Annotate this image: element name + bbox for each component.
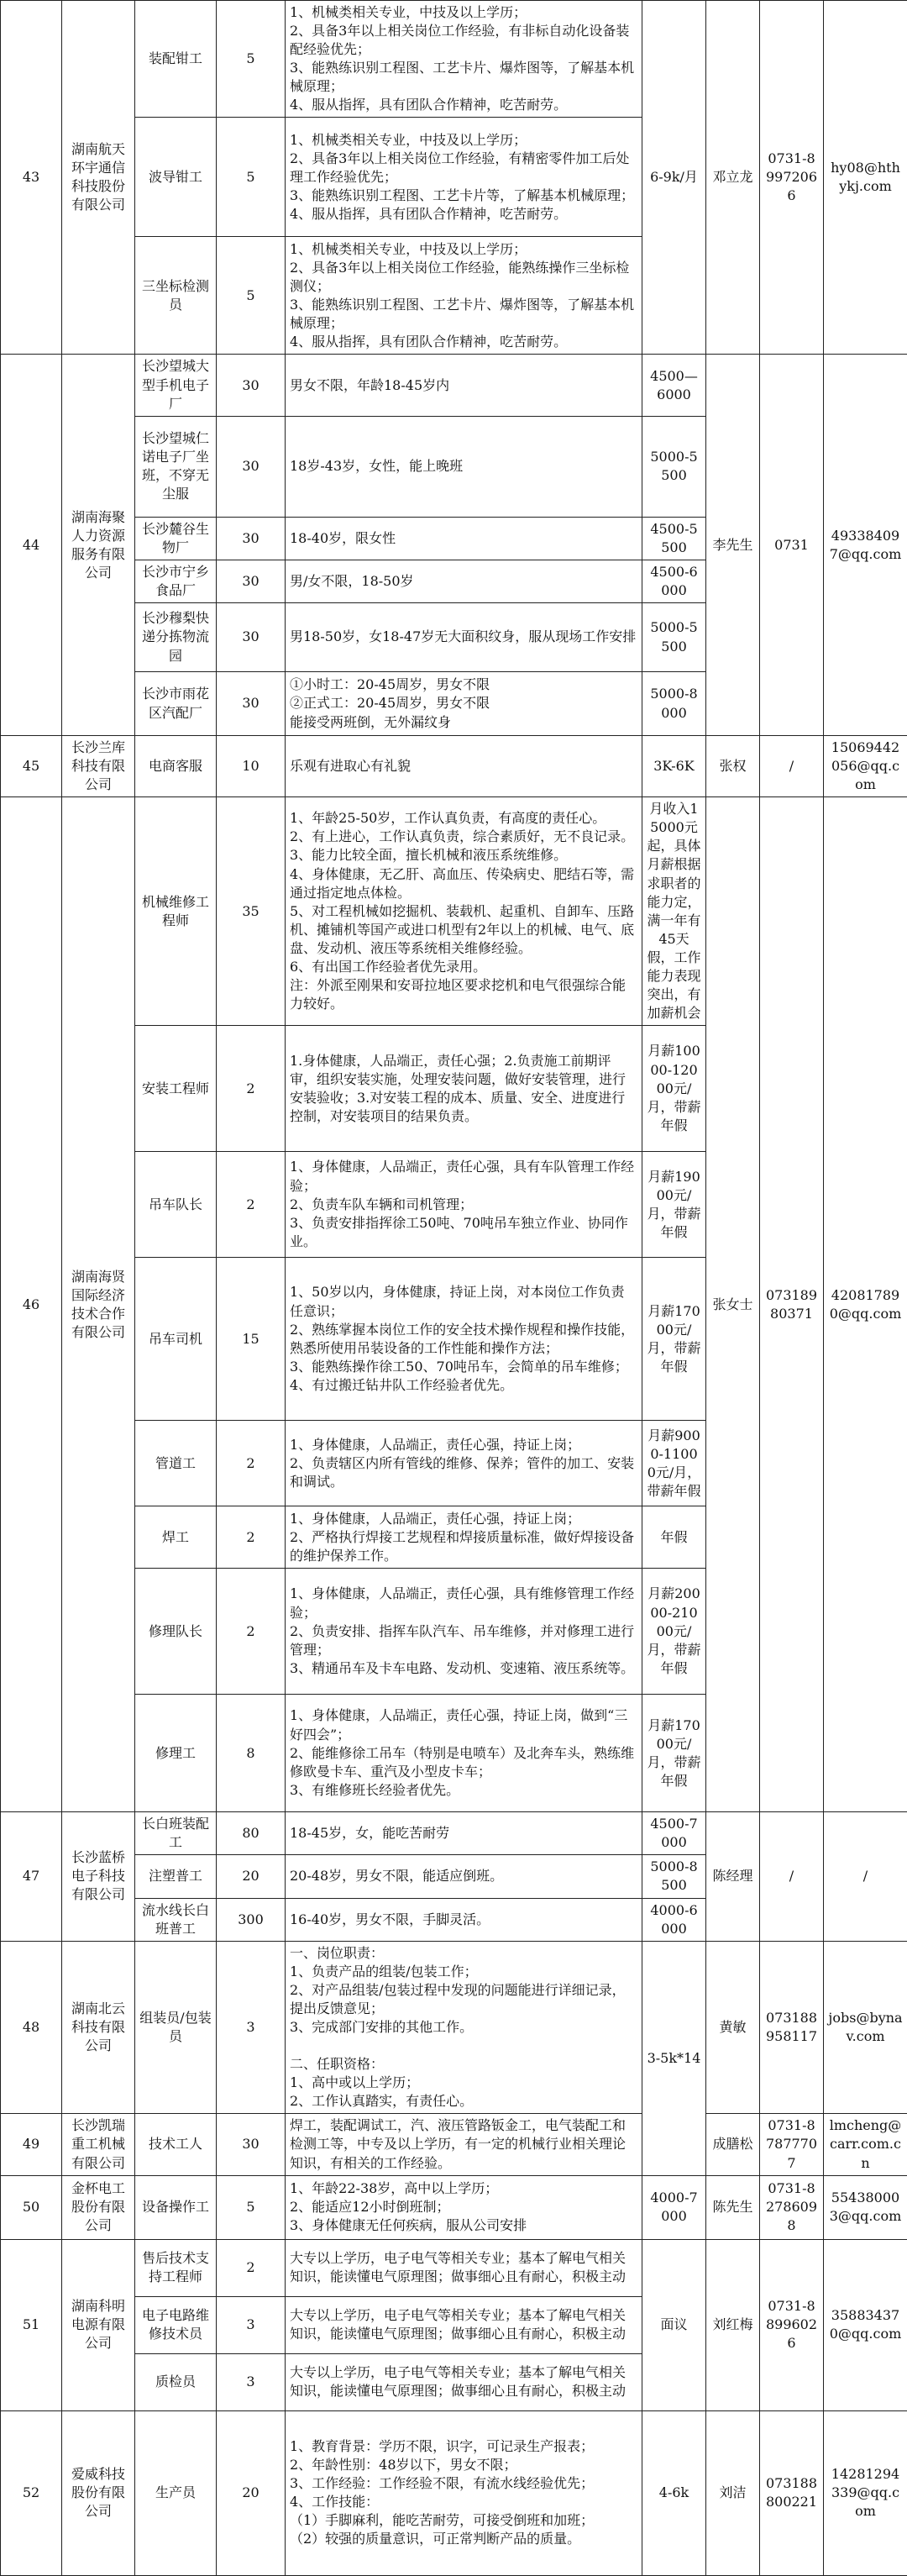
requirement-line: 4、服从指挥，具有团队合作精神，吃苦耐劳。	[290, 205, 637, 223]
requirements	[286, 1855, 642, 1898]
requirement-line: 3、能熟练识别工程图、工艺卡片、爆炸图等，了解基本机械原理；	[290, 59, 637, 96]
headcount: 10	[217, 736, 286, 797]
table-row	[1, 1941, 907, 2114]
requirement-line: 2、熟练掌握本岗位工作的安全技术操作规程和操作技能，熟悉所使用吊装设备的工作性能和操作方法；	[290, 1321, 637, 1358]
contact-person: 陈经理	[706, 1812, 760, 1941]
headcount: 5	[217, 237, 286, 355]
serial-number: 48	[1, 1941, 62, 2114]
salary: 月收入15000元起，具体月薪根据求职者的能力定，满一年有45天假，工作能力表现突出，有加薪机会	[642, 797, 706, 1026]
requirement-line: 3、能熟练识别工程图、工艺卡片等，了解基本机械原理；	[290, 187, 637, 205]
email: hy08@hthykj.com	[824, 1, 907, 355]
requirement-line: 18-45岁，女，能吃苦耐劳	[290, 1824, 637, 1843]
requirement-line: 1、机械类相关专业，中技及以上学历；	[290, 131, 637, 150]
position-name: 吊车队长	[135, 1152, 217, 1258]
position-name: 焊工	[135, 1506, 217, 1569]
position-name: 电商客服	[135, 736, 217, 797]
salary: 5000-5500	[642, 603, 706, 672]
position-name: 管道工	[135, 1421, 217, 1506]
requirement-line: 2、负责车队车辆和司机管理；	[290, 1196, 637, 1214]
headcount: 2	[217, 1026, 286, 1152]
phone: 073188958117	[760, 1941, 824, 2114]
headcount: 2	[217, 1421, 286, 1506]
requirement-line: 2、年龄性别：48岁以下，男女不限；	[290, 2456, 637, 2474]
requirement-line: 3、有维修班长经验者优先。	[290, 1781, 637, 1800]
headcount: 80	[217, 1812, 286, 1855]
contact-person: 张权	[706, 736, 760, 797]
requirements	[286, 672, 642, 736]
requirement-line: （1）手脚麻利，能吃苦耐劳，可接受倒班和加班；	[290, 2511, 637, 2530]
requirement-line: 6、有出国工作经验者优先录用。	[290, 958, 637, 976]
requirements	[286, 1152, 642, 1258]
requirement-line: 3、工作经验：工作经验不限，有流水线经验优先；	[290, 2474, 637, 2493]
salary: 5000-8000	[642, 672, 706, 736]
phone: 0731-89972066	[760, 1, 824, 355]
headcount: 2	[217, 2239, 286, 2296]
requirements	[286, 416, 642, 517]
table-row	[1, 2239, 907, 2296]
position-name: 安装工程师	[135, 1026, 217, 1152]
requirements	[286, 2175, 642, 2239]
salary: 月薪17000元/月，带薪年假	[642, 1695, 706, 1812]
salary: 4000-6000	[642, 1898, 706, 1941]
headcount: 30	[217, 416, 286, 517]
requirement-line: 1、身体健康，人品端正，责任心强，具有维修管理工作经验；	[290, 1585, 637, 1622]
email: 420817890@qq.com	[824, 797, 907, 1812]
requirement-line: 一、岗位职责：	[290, 1944, 637, 1963]
company-name: 金杯电工股份有限公司	[62, 2175, 135, 2239]
requirement-line: 1、身体健康，人品端正，责任心强，持证上岗；	[290, 1436, 637, 1454]
salary: 4000-7000	[642, 2175, 706, 2239]
position-name: 长沙望城仁诺电子厂坐班，不穿无尘服	[135, 416, 217, 517]
table-row	[1, 736, 907, 797]
requirement-line: （2）较强的质量意识，可正常判断产品的质量。	[290, 2530, 637, 2548]
position-name: 电子电路维修技术员	[135, 2296, 217, 2353]
requirements	[286, 1, 642, 118]
requirement-line: 5、对工程机械如挖掘机、装载机、起重机、自卸车、压路机、摊铺机等国产或进口机型有2年以上的机械、电气、底盘、发动机、液压等系统相关维修经验。	[290, 902, 637, 958]
requirement-line: 能接受两班倒，无外漏纹身	[290, 713, 637, 732]
requirements	[286, 1026, 642, 1152]
requirement-line: 4、工作技能：	[290, 2493, 637, 2511]
salary: 面议	[642, 2239, 706, 2410]
requirement-line: 4、有过搬迁钻井队工作经验者优先。	[290, 1376, 637, 1395]
requirements	[286, 797, 642, 1026]
serial-number: 43	[1, 1, 62, 355]
position-name: 长沙市雨花区汽配厂	[135, 672, 217, 736]
requirement-line: ②正式工：20-45周岁，男女不限	[290, 694, 637, 712]
email: lmcheng@carr.com.cn	[824, 2114, 907, 2175]
position-name: 长沙穆梨快递分拣物流园	[135, 603, 217, 672]
company-name: 长沙凯瑞重工机械有限公司	[62, 2114, 135, 2175]
headcount: 2	[217, 1506, 286, 1569]
requirements	[286, 1258, 642, 1421]
position-name: 三坐标检测员	[135, 237, 217, 355]
position-name: 生产员	[135, 2410, 217, 2575]
requirement-line: 2、具备3年以上相关岗位工作经验，有非标自动化设备装配经验优先；	[290, 22, 637, 59]
salary: 月薪19000元/月，带薪年假	[642, 1152, 706, 1258]
headcount: 30	[217, 355, 286, 416]
table-row	[1, 355, 907, 416]
serial-number: 49	[1, 2114, 62, 2175]
contact-person: 黄敏	[706, 1941, 760, 2114]
headcount: 5	[217, 1, 286, 118]
salary: 4500-7000	[642, 1812, 706, 1855]
position-name: 流水线长白班普工	[135, 1898, 217, 1941]
requirement-line: 18岁-43岁，女性，能上晚班	[290, 457, 637, 476]
serial-number: 44	[1, 355, 62, 736]
salary: 5000-5500	[642, 416, 706, 517]
email: 15069442056@qq.com	[824, 736, 907, 797]
company-name: 长沙蓝桥电子科技有限公司	[62, 1812, 135, 1941]
headcount: 5	[217, 2175, 286, 2239]
requirement-line: 3、精通吊车及卡车电路、发动机、变速箱、液压系统等。	[290, 1659, 637, 1678]
requirement-line: 1、身体健康，人品端正，责任心强，持证上岗；	[290, 1510, 637, 1528]
headcount: 30	[217, 672, 286, 736]
headcount: 3	[217, 2296, 286, 2353]
requirement-line: 20-48岁，男女不限，能适应倒班。	[290, 1867, 637, 1885]
requirement-line: 1、机械类相关专业，中技及以上学历；	[290, 3, 637, 22]
serial-number: 50	[1, 2175, 62, 2239]
requirement-line: 1、机械类相关专业，中技及以上学历；	[290, 240, 637, 259]
serial-number: 47	[1, 1812, 62, 1941]
serial-number: 45	[1, 736, 62, 797]
requirement-line: 大专以上学历，电子电气等相关专业；基本了解电气相关知识，能读懂电气原理图；做事细心且有耐心，积极主动	[290, 2306, 637, 2343]
requirement-line: 2、对产品组装/包装过程中发现的问题能进行详细记录，提出反馈意见；	[290, 1981, 637, 2018]
position-name: 长白班装配工	[135, 1812, 217, 1855]
position-name: 注塑普工	[135, 1855, 217, 1898]
company-name: 湖南北云科技有限公司	[62, 1941, 135, 2114]
contact-person: 邓立龙	[706, 1, 760, 355]
company-name: 湖南海贤国际经济技术合作有限公司	[62, 797, 135, 1812]
serial-number: 46	[1, 797, 62, 1812]
table-row	[1, 1812, 907, 1855]
requirement-line: 18-40岁，限女性	[290, 529, 637, 548]
salary: 4500-6000	[642, 560, 706, 602]
requirements	[286, 237, 642, 355]
requirement-line: 1、身体健康，人品端正，责任心强，具有车队管理工作经验；	[290, 1158, 637, 1195]
salary: 4500—6000	[642, 355, 706, 416]
requirement-line: 男/女不限，18-50岁	[290, 572, 637, 591]
company-name: 爱威科技股份有限公司	[62, 2410, 135, 2575]
salary: 月薪17000元/月，带薪年假	[642, 1258, 706, 1421]
phone: 0731-88996026	[760, 2239, 824, 2410]
salary: 月薪9000-11000元/月，带薪年假	[642, 1421, 706, 1506]
requirement-line: 二、任职资格：	[290, 2055, 637, 2074]
requirement-line	[290, 2037, 637, 2055]
requirement-line: 1、高中或以上学历；	[290, 2074, 637, 2092]
requirements	[286, 118, 642, 237]
salary: 4500-5500	[642, 517, 706, 560]
headcount: 3	[217, 1941, 286, 2114]
position-name: 质检员	[135, 2353, 217, 2410]
requirement-line: 大专以上学历，电子电气等相关专业；基本了解电气相关知识，能读懂电气原理图；做事细心且有耐心，积极主动	[290, 2363, 637, 2400]
headcount: 30	[217, 603, 286, 672]
requirement-line: 男女不限，年龄18-45岁内	[290, 376, 637, 395]
requirements	[286, 1569, 642, 1695]
headcount: 300	[217, 1898, 286, 1941]
salary: 年假	[642, 1506, 706, 1569]
phone: 0731	[760, 355, 824, 736]
phone: /	[760, 1812, 824, 1941]
table-row	[1, 797, 907, 1026]
headcount: 8	[217, 1695, 286, 1812]
requirement-line: 2、严格执行焊接工艺规程和焊接质量标准，做好焊接设备的维护保养工作。	[290, 1528, 637, 1565]
table-row	[1, 2410, 907, 2575]
requirement-line: 男18-50岁，女18-47岁无大面积纹身，服从现场工作安排	[290, 628, 637, 646]
requirement-line: 2、负责安排、指挥车队汽车、吊车维修，并对修理工进行管理；	[290, 1622, 637, 1659]
salary: 月薪20000-21000元/月，带薪年假	[642, 1569, 706, 1695]
salary: 5000-8500	[642, 1855, 706, 1898]
requirements	[286, 603, 642, 672]
position-name: 机械维修工程师	[135, 797, 217, 1026]
requirements	[286, 1421, 642, 1506]
serial-number: 52	[1, 2410, 62, 2575]
headcount: 30	[217, 517, 286, 560]
contact-person: 成膳松	[706, 2114, 760, 2175]
salary: 4-6k	[642, 2410, 706, 2575]
position-name: 售后技术支持工程师	[135, 2239, 217, 2296]
requirements	[286, 2296, 642, 2353]
requirement-line: 1、年龄22-38岁，高中以上学历；	[290, 2179, 637, 2198]
position-name: 组装员/包装员	[135, 1941, 217, 2114]
requirement-line: 2、工作认真踏实，有责任心。	[290, 2092, 637, 2111]
requirement-line: 2、负责辖区内所有管线的维修、保养；管件的加工、安装和调试。	[290, 1454, 637, 1491]
requirement-line: 1、负责产品的组装/包装工作；	[290, 1963, 637, 1981]
headcount: 15	[217, 1258, 286, 1421]
position-name: 装配钳工	[135, 1, 217, 118]
requirements	[286, 1695, 642, 1812]
position-name: 长沙望城大型手机电子厂	[135, 355, 217, 416]
salary: 3K-6K	[642, 736, 706, 797]
requirement-line: 3、能力比较全面，擅长机械和液压系统维修。	[290, 846, 637, 865]
phone: /	[760, 736, 824, 797]
email: 358834370@qq.com	[824, 2239, 907, 2410]
requirement-line: 4、服从指挥，具有团队合作精神，吃苦耐劳。	[290, 333, 637, 351]
serial-number: 51	[1, 2239, 62, 2410]
headcount: 30	[217, 2114, 286, 2175]
position-name: 波导钳工	[135, 118, 217, 237]
email: jobs@bynav.com	[824, 1941, 907, 2114]
requirements	[286, 2114, 642, 2175]
phone: 07318980371	[760, 797, 824, 1812]
headcount: 30	[217, 560, 286, 602]
requirements	[286, 1506, 642, 1569]
position-name: 长沙麓谷生物厂	[135, 517, 217, 560]
requirement-line: 大专以上学历，电子电气等相关专业；基本了解电气相关知识，能读懂电气原理图；做事细心且有耐心，积极主动	[290, 2249, 637, 2286]
requirement-line: 3、完成部门安排的其他工作。	[290, 2018, 637, 2037]
headcount: 5	[217, 118, 286, 237]
requirements	[286, 736, 642, 797]
phone: 0731-82786098	[760, 2175, 824, 2239]
contact-person: 刘红梅	[706, 2239, 760, 2410]
contact-person: 刘洁	[706, 2410, 760, 2575]
requirement-line: 乐观有进取心有礼貌	[290, 757, 637, 775]
requirement-line: 1.身体健康，人品端正，责任心强；2.负责施工前期评审，组织安装实施，处理安装问题，做好安装管理，进行安装验收；3.对安装工程的成本、质量、安全、进度进行控制，对安装项目的结果负责。	[290, 1052, 637, 1126]
headcount: 3	[217, 2353, 286, 2410]
requirement-line: 3、负责安排指挥徐工50吨、70吨吊车独立作业、协同作业。	[290, 1214, 637, 1251]
position-name: 修理工	[135, 1695, 217, 1812]
email: 554380003@qq.com	[824, 2175, 907, 2239]
headcount: 2	[217, 1152, 286, 1258]
headcount: 2	[217, 1569, 286, 1695]
requirements	[286, 1812, 642, 1855]
requirement-line: 2、能适应12小时倒班制；	[290, 2198, 637, 2216]
phone: 0731-87877707	[760, 2114, 824, 2175]
email: 493384097@qq.com	[824, 355, 907, 736]
requirements	[286, 1941, 642, 2114]
requirements	[286, 1898, 642, 1941]
salary: 6-9k/月	[642, 1, 706, 355]
email: /	[824, 1812, 907, 1941]
requirements	[286, 2410, 642, 2575]
requirement-line: 3、身体健康无任何疾病，服从公司安排	[290, 2216, 637, 2235]
requirements	[286, 517, 642, 560]
requirement-line: 焊工，装配调试工，汽、液压管路钣金工，电气装配工和检测工等，中专及以上学历，有一定的机械行业相关理论知识，有相关的工作经验。	[290, 2116, 637, 2172]
requirement-line: 4、身体健康，无乙肝、高血压、传染病史、肥结石等，需通过指定地点体检。	[290, 865, 637, 902]
requirement-line: 16-40岁，男女不限，手脚灵活。	[290, 1911, 637, 1929]
requirement-line: 1、身体健康，人品端正，责任心强，持证上岗，做到“三好四会”；	[290, 1706, 637, 1743]
requirements	[286, 560, 642, 602]
requirement-line: 4、服从指挥，具有团队合作精神，吃苦耐劳。	[290, 96, 637, 114]
headcount: 20	[217, 1855, 286, 1898]
requirements	[286, 2239, 642, 2296]
requirements	[286, 2353, 642, 2410]
position-name: 长沙市宁乡食品厂	[135, 560, 217, 602]
salary: 3-5k*14	[642, 1941, 706, 2175]
position-name: 修理队长	[135, 1569, 217, 1695]
requirement-line: 2、有上进心，工作认真负责，综合素质好，无不良记录。	[290, 828, 637, 846]
company-name: 湖南航天环宇通信科技股份有限公司	[62, 1, 135, 355]
table-row	[1, 2114, 907, 2175]
position-name: 吊车司机	[135, 1258, 217, 1421]
position-name: 技术工人	[135, 2114, 217, 2175]
email: 14281294339@qq.com	[824, 2410, 907, 2575]
contact-person: 李先生	[706, 355, 760, 736]
company-name: 长沙兰库科技有限公司	[62, 736, 135, 797]
requirement-line: 注：外派至刚果和安哥拉地区要求挖机和电气很强综合能力较好。	[290, 976, 637, 1013]
contact-person: 张女士	[706, 797, 760, 1812]
position-name: 设备操作工	[135, 2175, 217, 2239]
requirement-line: 1、50岁以内，身体健康，持证上岗，对本岗位工作负责任意识；	[290, 1283, 637, 1320]
requirement-line: ①小时工：20-45周岁，男女不限	[290, 676, 637, 694]
company-name: 湖南海聚人力资源服务有限公司	[62, 355, 135, 736]
headcount: 35	[217, 797, 286, 1026]
requirement-line: 2、具备3年以上相关岗位工作经验，能熟练操作三坐标检测仪；	[290, 259, 637, 296]
contact-person: 陈先生	[706, 2175, 760, 2239]
requirements	[286, 355, 642, 416]
requirement-line: 3、能熟练操作徐工50、70吨吊车，会简单的吊车维修；	[290, 1358, 637, 1376]
requirement-line: 2、能维修徐工吊车（特别是电喷车）及北奔车头，熟练维修欧曼卡车、重汽及小型皮卡车；	[290, 1744, 637, 1781]
requirement-line: 1、教育背景：学历不限，识字，可记录生产报表；	[290, 2437, 637, 2456]
requirement-line: 1、年龄25-50岁，工作认真负责，有高度的责任心。	[290, 809, 637, 828]
table-row	[1, 2175, 907, 2239]
headcount: 20	[217, 2410, 286, 2575]
requirement-line: 2、具备3年以上相关岗位工作经验，有精密零件加工后处理工作经验优先；	[290, 150, 637, 187]
salary: 月薪10000-12000元/月，带薪年假	[642, 1026, 706, 1152]
requirement-line: 3、能熟练识别工程图、工艺卡片、爆炸图等，了解基本机械原理；	[290, 296, 637, 333]
table-row	[1, 1, 907, 118]
phone: 073188800221	[760, 2410, 824, 2575]
company-name: 湖南科明电源有限公司	[62, 2239, 135, 2410]
